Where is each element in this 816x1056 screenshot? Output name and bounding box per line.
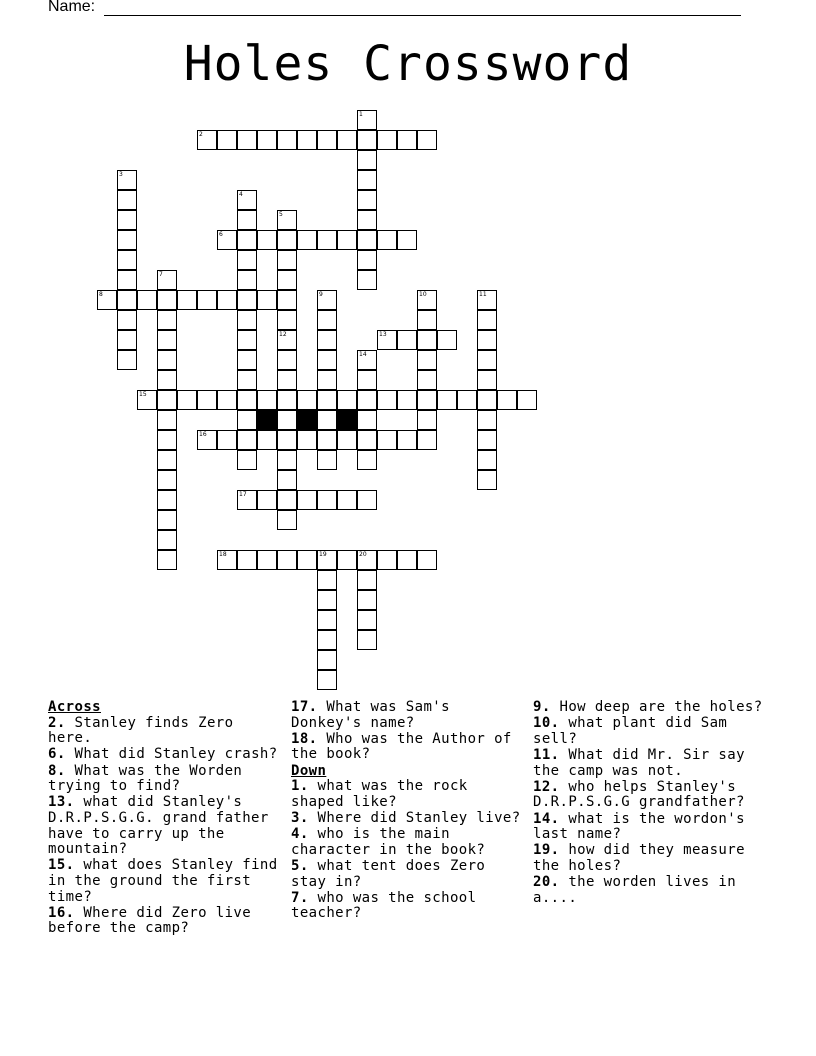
grid-cell[interactable]	[157, 530, 177, 550]
grid-cell[interactable]	[117, 210, 137, 230]
grid-cell[interactable]	[157, 390, 177, 410]
grid-cell[interactable]	[517, 390, 537, 410]
grid-cell[interactable]	[317, 370, 337, 390]
grid-cell[interactable]	[417, 130, 437, 150]
grid-cell[interactable]	[477, 390, 497, 410]
grid-cell[interactable]	[317, 490, 337, 510]
grid-cell[interactable]	[357, 150, 377, 170]
black-cell	[257, 410, 277, 430]
grid-cell[interactable]	[237, 410, 257, 430]
grid-cell[interactable]	[357, 130, 377, 150]
grid-cell[interactable]	[197, 290, 217, 310]
grid-cell[interactable]	[297, 490, 317, 510]
clue-number: 17	[239, 491, 247, 498]
grid-cell[interactable]	[317, 610, 337, 630]
grid-cell[interactable]	[317, 430, 337, 450]
grid-cell[interactable]	[357, 490, 377, 510]
grid-cell[interactable]	[157, 410, 177, 430]
clue-down-4: 4. who is the main character in the book?	[291, 826, 486, 858]
clue-down-10: 10. what plant did Sam sell?	[533, 715, 728, 747]
grid-cell[interactable]	[117, 350, 137, 370]
grid-cell[interactable]	[357, 590, 377, 610]
clue-down-11: 11. What did Mr. Sir say the camp was not.	[533, 746, 745, 779]
grid-cell[interactable]	[277, 310, 297, 330]
grid-cell[interactable]	[117, 270, 137, 290]
grid-cell[interactable]	[357, 230, 377, 250]
grid-cell[interactable]	[257, 490, 277, 510]
grid-cell[interactable]	[237, 210, 257, 230]
grid-cell[interactable]	[337, 230, 357, 250]
grid-cell[interactable]	[357, 570, 377, 590]
clue-across-18: 18. Who was the Author of the book?	[291, 730, 512, 763]
grid-cell[interactable]	[317, 350, 337, 370]
grid-cell[interactable]	[397, 550, 417, 570]
grid-cell[interactable]	[277, 390, 297, 410]
grid-cell[interactable]	[277, 330, 297, 350]
grid-cell[interactable]	[277, 510, 297, 530]
grid-cell[interactable]	[317, 550, 337, 570]
grid-cell[interactable]	[257, 550, 277, 570]
grid-cell[interactable]	[117, 170, 137, 190]
grid-cell[interactable]	[277, 490, 297, 510]
grid-cell[interactable]	[237, 370, 257, 390]
grid-cell[interactable]	[337, 390, 357, 410]
grid-cell[interactable]	[337, 430, 357, 450]
grid-cell[interactable]	[317, 390, 337, 410]
grid-cell[interactable]	[397, 330, 417, 350]
clue-down-12: 12. who helps Stanley's D.R.P.S.G.G grandfather?	[533, 778, 745, 811]
clue-across-17: 17. What was Sam's Donkey's name?	[291, 699, 450, 731]
grid-cell[interactable]	[417, 550, 437, 570]
grid-cell[interactable]	[137, 390, 157, 410]
clue-number: 3	[119, 171, 123, 178]
grid-cell[interactable]	[477, 450, 497, 470]
clue-number: 20	[359, 551, 367, 558]
clue-number: 11	[479, 291, 487, 298]
grid-cell[interactable]	[257, 230, 277, 250]
clue-number: 19	[319, 551, 327, 558]
grid-cell[interactable]	[277, 470, 297, 490]
grid-cell[interactable]	[317, 130, 337, 150]
clue-down-9: 9. How deep are the holes?	[533, 699, 763, 715]
grid-cell[interactable]	[317, 330, 337, 350]
grid-cell[interactable]	[437, 330, 457, 350]
grid-cell[interactable]	[237, 230, 257, 250]
grid-cell[interactable]	[277, 430, 297, 450]
clue-down-5: 5. what tent does Zero stay in?	[291, 857, 486, 890]
grid-cell[interactable]	[357, 210, 377, 230]
grid-cell[interactable]	[97, 290, 117, 310]
grid-cell[interactable]	[317, 670, 337, 690]
grid-cell[interactable]	[297, 130, 317, 150]
grid-cell[interactable]	[117, 310, 137, 330]
grid-cell[interactable]	[417, 370, 437, 390]
clue-down-1: 1. what was the rock shaped like?	[291, 778, 468, 810]
grid-cell[interactable]	[357, 370, 377, 390]
clues-column-1	[48, 700, 284, 937]
clue-number: 8	[99, 291, 103, 298]
grid-cell[interactable]	[237, 310, 257, 330]
grid-cell[interactable]	[217, 130, 237, 150]
grid-cell[interactable]	[157, 370, 177, 390]
grid-cell[interactable]	[377, 390, 397, 410]
grid-cell[interactable]	[157, 430, 177, 450]
grid-cell[interactable]	[497, 390, 517, 410]
grid-cell[interactable]	[257, 290, 277, 310]
grid-cell[interactable]	[157, 330, 177, 350]
grid-cell[interactable]	[237, 390, 257, 410]
black-cell	[337, 410, 357, 430]
grid-cell[interactable]	[397, 430, 417, 450]
clue-across-13: 13. what did Stanley's D.R.P.S.G.G. grand father have to carry up the mountain?	[48, 794, 269, 858]
grid-cell[interactable]	[357, 170, 377, 190]
grid-cell[interactable]	[277, 550, 297, 570]
grid-cell[interactable]	[377, 330, 397, 350]
clue-number: 10	[419, 291, 427, 298]
grid-cell[interactable]	[397, 390, 417, 410]
grid-cell[interactable]	[357, 110, 377, 130]
grid-cell[interactable]	[117, 230, 137, 250]
clue-number: 7	[159, 271, 163, 278]
grid-cell[interactable]	[197, 130, 217, 150]
grid-cell[interactable]	[257, 130, 277, 150]
grid-cell[interactable]	[217, 390, 237, 410]
grid-cell[interactable]	[117, 190, 137, 210]
clue-across-8: 8. What was the Worden trying to find?	[48, 762, 243, 795]
grid-cell[interactable]	[237, 450, 257, 470]
grid-cell[interactable]	[237, 490, 257, 510]
grid-cell[interactable]	[477, 310, 497, 330]
page-title: Holes Crossword	[183, 36, 633, 92]
grid-cell[interactable]	[317, 650, 337, 670]
grid-cell[interactable]	[417, 430, 437, 450]
grid-cell[interactable]	[177, 390, 197, 410]
grid-cell[interactable]	[317, 630, 337, 650]
grid-cell[interactable]	[357, 610, 377, 630]
grid-cell[interactable]	[277, 130, 297, 150]
clue-number: 13	[379, 331, 387, 338]
clues-column-3	[533, 700, 769, 907]
clue-across-15: 15. what does Stanley find in the ground the first time?	[48, 857, 278, 905]
clue-number: 14	[359, 351, 367, 358]
grid-cell[interactable]	[357, 350, 377, 370]
grid-cell[interactable]	[237, 430, 257, 450]
black-cell	[297, 410, 317, 430]
grid-cell[interactable]	[297, 230, 317, 250]
grid-cell[interactable]	[157, 350, 177, 370]
grid-cell[interactable]	[357, 450, 377, 470]
grid-cell[interactable]	[377, 130, 397, 150]
grid-cell[interactable]	[297, 390, 317, 410]
grid-cell[interactable]	[337, 130, 357, 150]
clue-down-14: 14. what is the wordon's last name?	[533, 810, 745, 843]
clue-number: 4	[239, 191, 243, 198]
grid-cell[interactable]	[217, 550, 237, 570]
grid-cell[interactable]	[157, 270, 177, 290]
grid-cell[interactable]	[317, 230, 337, 250]
grid-cell[interactable]	[337, 550, 357, 570]
across-heading: Across	[48, 699, 101, 715]
grid-cell[interactable]	[477, 470, 497, 490]
grid-cell[interactable]	[277, 350, 297, 370]
grid-cell[interactable]	[117, 250, 137, 270]
grid-cell[interactable]	[217, 290, 237, 310]
grid-cell[interactable]	[397, 130, 417, 150]
clue-number: 1	[359, 111, 363, 118]
grid-cell[interactable]	[237, 550, 257, 570]
grid-cell[interactable]	[377, 430, 397, 450]
grid-cell[interactable]	[417, 290, 437, 310]
clue-number: 15	[139, 391, 147, 398]
grid-cell[interactable]	[357, 250, 377, 270]
grid-cell[interactable]	[157, 550, 177, 570]
grid-cell[interactable]	[477, 410, 497, 430]
grid-cell[interactable]	[277, 370, 297, 390]
grid-cell[interactable]	[357, 270, 377, 290]
grid-cell[interactable]	[277, 210, 297, 230]
grid-cell[interactable]	[477, 370, 497, 390]
grid-cell[interactable]	[337, 490, 357, 510]
grid-cell[interactable]	[417, 310, 437, 330]
grid-cell[interactable]	[137, 290, 157, 310]
grid-cell[interactable]	[437, 390, 457, 410]
grid-cell[interactable]	[417, 330, 437, 350]
grid-cell[interactable]	[177, 290, 197, 310]
clue-number: 9	[319, 291, 323, 298]
grid-cell[interactable]	[477, 290, 497, 310]
clue-across-6: 6. What did Stanley crash?	[48, 746, 278, 763]
clue-number: 2	[199, 131, 203, 138]
grid-cell[interactable]	[317, 590, 337, 610]
grid-cell[interactable]	[277, 290, 297, 310]
grid-cell[interactable]	[417, 390, 437, 410]
grid-cell[interactable]	[317, 290, 337, 310]
grid-cell[interactable]	[477, 350, 497, 370]
grid-cell[interactable]	[357, 630, 377, 650]
grid-cell[interactable]	[377, 230, 397, 250]
grid-cell[interactable]	[197, 390, 217, 410]
grid-cell[interactable]	[197, 430, 217, 450]
grid-cell[interactable]	[317, 450, 337, 470]
clue-across-16: 16. Where did Zero live before the camp?	[48, 904, 252, 937]
grid-cell[interactable]	[237, 190, 257, 210]
grid-cell[interactable]	[357, 390, 377, 410]
clue-number: 6	[219, 231, 223, 238]
clue-number: 16	[199, 431, 207, 438]
grid-cell[interactable]	[277, 250, 297, 270]
name-label: Name:	[48, 0, 96, 15]
grid-cell[interactable]	[357, 410, 377, 430]
grid-cell[interactable]	[217, 230, 237, 250]
grid-cell[interactable]	[117, 290, 137, 310]
grid-cell[interactable]	[317, 570, 337, 590]
grid-cell[interactable]	[257, 390, 277, 410]
clue-number: 5	[279, 211, 283, 218]
grid-cell[interactable]	[417, 350, 437, 370]
grid-cell[interactable]	[297, 550, 317, 570]
grid-cell[interactable]	[297, 430, 317, 450]
grid-cell[interactable]	[237, 330, 257, 350]
grid-cell[interactable]	[157, 510, 177, 530]
grid-cell[interactable]	[477, 430, 497, 450]
clue-number: 12	[279, 331, 287, 338]
grid-cell[interactable]	[317, 410, 337, 430]
grid-cell[interactable]	[357, 550, 377, 570]
grid-cell[interactable]	[277, 410, 297, 430]
grid-cell[interactable]	[317, 310, 337, 330]
clue-down-19: 19. how did they measure the holes?	[533, 842, 745, 874]
grid-cell[interactable]	[157, 490, 177, 510]
grid-cell[interactable]	[397, 230, 417, 250]
grid-cell[interactable]	[357, 430, 377, 450]
grid-cell[interactable]	[377, 550, 397, 570]
grid-cell[interactable]	[417, 410, 437, 430]
grid-cell[interactable]	[277, 450, 297, 470]
down-heading: Down	[291, 762, 327, 779]
clue-number: 18	[219, 551, 227, 558]
grid-cell[interactable]	[157, 290, 177, 310]
grid-cell[interactable]	[357, 190, 377, 210]
grid-cell[interactable]	[117, 330, 137, 350]
clue-across-2: 2. Stanley finds Zero here.	[48, 714, 234, 747]
grid-cell[interactable]	[257, 430, 277, 450]
grid-cell[interactable]	[277, 230, 297, 250]
grid-cell[interactable]	[457, 390, 477, 410]
clue-down-7: 7. who was the school teacher?	[291, 889, 477, 922]
grid-cell[interactable]	[217, 430, 237, 450]
grid-cell[interactable]	[157, 310, 177, 330]
clue-down-3: 3. Where did Stanley live?	[291, 809, 521, 826]
grid-cell[interactable]	[237, 270, 257, 290]
grid-cell[interactable]	[237, 290, 257, 310]
grid-cell[interactable]	[157, 470, 177, 490]
grid-cell[interactable]	[237, 350, 257, 370]
grid-cell[interactable]	[237, 130, 257, 150]
clues-column-2	[291, 700, 527, 922]
grid-cell[interactable]	[237, 250, 257, 270]
grid-cell[interactable]	[277, 270, 297, 290]
grid-cell[interactable]	[477, 330, 497, 350]
grid-cell[interactable]	[157, 450, 177, 470]
clue-down-20: 20. the worden lives in a....	[533, 874, 737, 906]
